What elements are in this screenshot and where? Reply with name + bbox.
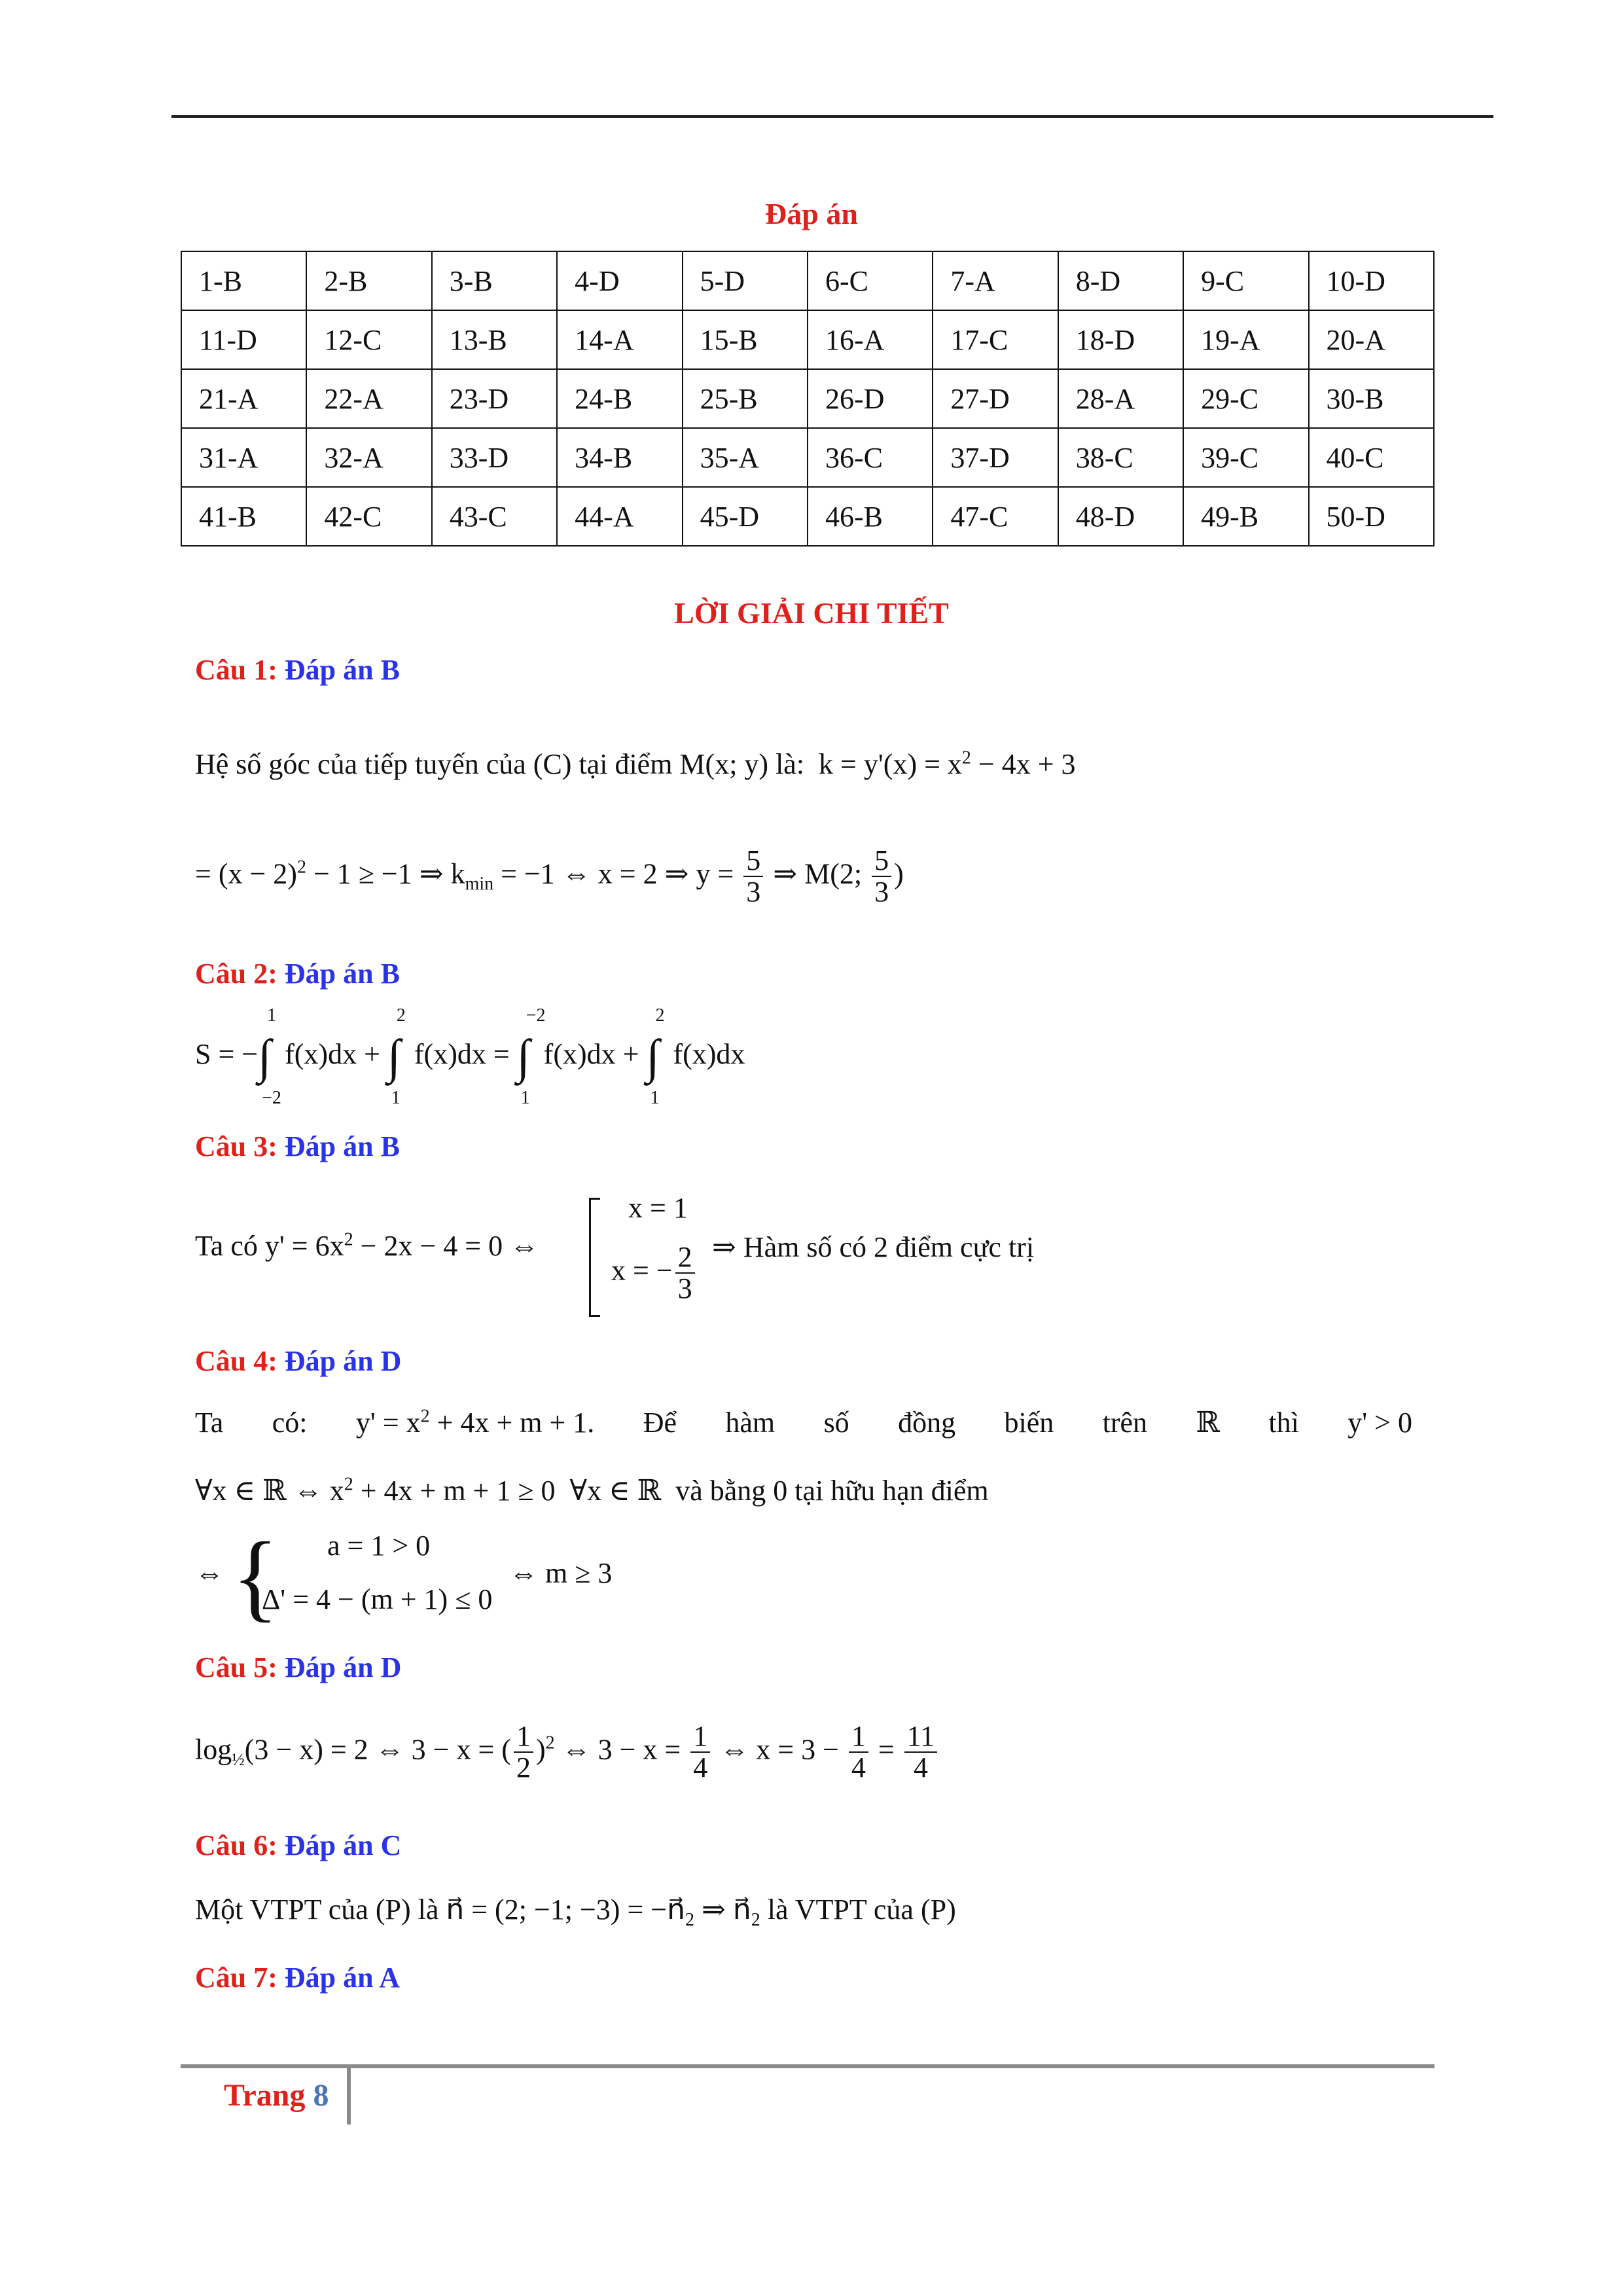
answer-cell: 36-C bbox=[808, 428, 933, 487]
question-label: Câu 3: bbox=[195, 1130, 277, 1162]
question-3-heading bbox=[195, 1130, 400, 1163]
q2-integral-line: S = −∫ 1 −2 f(x)dx + ∫ 2 1 f(x)dx = ∫ −2 1 f(x)dx + ∫ 2 1 f(x)dx bbox=[195, 1005, 745, 1108]
question-7-heading bbox=[195, 1961, 400, 1994]
q4-word: Ta bbox=[195, 1407, 224, 1439]
answer-cell: 10-D bbox=[1309, 251, 1434, 310]
answer-cell: 21-A bbox=[181, 369, 306, 428]
q4-tail-text: và bằng 0 tại hữu hạn điểm bbox=[675, 1475, 989, 1507]
answer-cell: 41-B bbox=[181, 487, 306, 546]
answer-cell: 8-D bbox=[1058, 251, 1183, 310]
question-1-heading bbox=[195, 653, 400, 687]
answer-row bbox=[181, 310, 1434, 369]
footer-rule bbox=[181, 2064, 1435, 2068]
answer-cell: 27-D bbox=[933, 369, 1058, 428]
answer-cell: 9-C bbox=[1183, 251, 1308, 310]
answer-cell: 4-D bbox=[557, 251, 682, 310]
answer-row bbox=[181, 428, 1434, 487]
q4-formula: $y' = x^2 + 4x + m + 1$. bbox=[355, 1406, 595, 1439]
footer-separator bbox=[347, 2068, 351, 2125]
answer-cell: 33-D bbox=[432, 428, 557, 487]
question-answer: Đáp án B bbox=[284, 1130, 400, 1162]
q4-word: trên bbox=[1102, 1407, 1148, 1439]
answer-cell: 20-A bbox=[1309, 310, 1434, 369]
q4-word: đồng bbox=[898, 1407, 956, 1439]
answer-cell: 28-A bbox=[1058, 369, 1183, 428]
question-answer: Đáp án C bbox=[284, 1829, 402, 1861]
q4-result: ⇔ m ≥ 3 bbox=[509, 1557, 613, 1589]
question-5-heading bbox=[195, 1651, 401, 1684]
answer-cell: 31-A bbox=[181, 428, 306, 487]
answer-cell: 39-C bbox=[1183, 428, 1308, 487]
q6-tail-text: là VTPT của (P) bbox=[767, 1893, 956, 1926]
answer-row bbox=[181, 487, 1434, 546]
answer-cell: 49-B bbox=[1183, 487, 1308, 546]
answer-cell: 38-C bbox=[1058, 428, 1183, 487]
question-4-heading bbox=[195, 1344, 401, 1378]
q4-equiv-sign: ⇔ bbox=[195, 1557, 224, 1589]
answer-key-table bbox=[181, 251, 1435, 547]
q4-set-r: ℝ bbox=[1196, 1407, 1220, 1439]
question-label: Câu 5: bbox=[195, 1651, 277, 1683]
answer-cell: 24-B bbox=[557, 369, 682, 428]
answer-cell: 50-D bbox=[1309, 487, 1434, 546]
answer-cell: 45-D bbox=[683, 487, 808, 546]
answer-cell: 30-B bbox=[1309, 369, 1434, 428]
answer-cell: 34-B bbox=[557, 428, 682, 487]
answer-cell: 40-C bbox=[1309, 428, 1434, 487]
q4-system-row-1: a = 1 > 0 bbox=[327, 1530, 431, 1562]
question-answer: Đáp án D bbox=[284, 1345, 402, 1377]
answer-cell: 15-B bbox=[683, 310, 808, 369]
answer-cell: 18-D bbox=[1058, 310, 1183, 369]
answer-cell: 26-D bbox=[808, 369, 933, 428]
q4-line-2: ∀x ∈ ℝ ⇔ $x^2 + 4x + m + 1 \ge 0$ ∀x ∈ ℝ và bằng 0 tại hữu hạn điểm bbox=[195, 1474, 989, 1507]
q4-line-1 bbox=[195, 1406, 1412, 1439]
solutions-title: LỜI GIẢI CHI TIẾT bbox=[674, 596, 949, 630]
answer-cell: 16-A bbox=[808, 310, 933, 369]
answer-cell: 17-C bbox=[933, 310, 1058, 369]
answer-cell: 11-D bbox=[181, 310, 306, 369]
q6-line: Một VTPT của (P) là n⃗ = (2; −1; $-3) = -n⃗_2$ ⇒ $n⃗_2$ là VTPT của (P) bbox=[195, 1893, 956, 1930]
answer-cell: 7-A bbox=[933, 251, 1058, 310]
q3-conclusion-text: Hàm số có 2 điểm cực trị bbox=[743, 1231, 1035, 1263]
answer-cell: 44-A bbox=[557, 487, 682, 546]
q3-root-2: x = − $\frac{2}{3}$ bbox=[611, 1242, 698, 1304]
question-answer: Đáp án A bbox=[284, 1962, 400, 1994]
q3-bracket bbox=[589, 1198, 600, 1317]
q4-word: số bbox=[823, 1407, 849, 1439]
question-2-heading bbox=[195, 957, 400, 990]
q4-word: thì bbox=[1268, 1407, 1299, 1439]
q6-intro-text: Một VTPT của (P) là bbox=[195, 1893, 439, 1926]
answer-cell: 14-A bbox=[557, 310, 682, 369]
answer-cell: 12-C bbox=[306, 310, 431, 369]
question-label: Câu 4: bbox=[195, 1345, 277, 1377]
q3-intro-text: Ta có bbox=[195, 1230, 258, 1262]
answer-cell: 43-C bbox=[432, 487, 557, 546]
question-answer: Đáp án B bbox=[284, 958, 400, 990]
answer-cell: 47-C bbox=[933, 487, 1058, 546]
header-rule bbox=[171, 115, 1493, 118]
question-label: Câu 2: bbox=[195, 958, 277, 990]
question-6-heading bbox=[195, 1829, 401, 1862]
page-label: Trang bbox=[224, 2078, 306, 2113]
q4-system-row-2: Δ' = 4 − (m + 1) ≤ 0 bbox=[262, 1583, 493, 1615]
q1-formula: M(x; y) là: $k = y'(x) = x^2 - 4x + 3$ bbox=[679, 747, 1076, 780]
question-answer: Đáp án D bbox=[284, 1651, 402, 1683]
answer-cell: 1-B bbox=[181, 251, 306, 310]
answer-cell: 46-B bbox=[808, 487, 933, 546]
answer-cell: 3-B bbox=[432, 251, 557, 310]
question-answer: Đáp án B bbox=[284, 654, 400, 686]
answer-cell: 13-B bbox=[432, 310, 557, 369]
answer-key-title: Đáp án bbox=[765, 197, 858, 230]
page-number bbox=[224, 2077, 329, 2113]
answer-cell: 32-A bbox=[306, 428, 431, 487]
page-value: 8 bbox=[313, 2078, 329, 2113]
q3-conclusion: ⇒ Hàm số có 2 điểm cực trị bbox=[712, 1231, 1035, 1263]
q1-line-1 bbox=[195, 747, 1076, 781]
answer-cell: 37-D bbox=[933, 428, 1058, 487]
answer-cell: 2-B bbox=[306, 251, 431, 310]
q3-line: Ta có $y' = 6x^2 - 2x - 4 = 0$ ⇔ bbox=[195, 1229, 539, 1262]
answer-cell: 29-C bbox=[1183, 369, 1308, 428]
answer-cell: 48-D bbox=[1058, 487, 1183, 546]
q4-word: biến bbox=[1004, 1407, 1054, 1439]
question-label: Câu 1: bbox=[195, 654, 277, 686]
answer-cell: 6-C bbox=[808, 251, 933, 310]
q4-word: hàm bbox=[725, 1407, 776, 1439]
q3-root-1: x = 1 bbox=[628, 1192, 688, 1224]
answer-cell: 42-C bbox=[306, 487, 431, 546]
answer-cell: 5-D bbox=[683, 251, 808, 310]
answer-row bbox=[181, 251, 1434, 310]
answer-row bbox=[181, 369, 1434, 428]
answer-cell: 35-A bbox=[683, 428, 808, 487]
q5-equation: $\log_{\frac{1}{2}}(3 - x) = 2$ ⇔ 3 − x = ( $\frac{1}{2}$ )$^2$ ⇔ 3 − x = $\frac{1}{4}$ ⇔ x = 3 − $\frac{1}{4}$ = $\frac{11}{4}$ bbox=[195, 1721, 940, 1783]
q4-condition: y' > 0 bbox=[1347, 1407, 1412, 1439]
answer-cell: 19-A bbox=[1183, 310, 1308, 369]
q4-word: Để bbox=[643, 1407, 677, 1439]
answer-cell: 23-D bbox=[432, 369, 557, 428]
q4-word: có: bbox=[272, 1407, 308, 1439]
q1-line-2: = $(x - 2)^2 - 1 \ge -1$ ⇒ $k_{min} = -1$ ⇔ x = 2 ⇒ y = $\frac{5}{3}$ ⇒ M(2; $\frac{5}{3}$ ) bbox=[195, 844, 904, 908]
question-label: Câu 7: bbox=[195, 1962, 277, 1994]
q1-intro-text: Hệ số góc của tiếp tuyến của (C) tại điểm bbox=[195, 748, 673, 780]
q4-system-brace: { bbox=[232, 1522, 279, 1631]
answer-cell: 25-B bbox=[683, 369, 808, 428]
question-label: Câu 6: bbox=[195, 1829, 277, 1861]
answer-cell: 22-A bbox=[306, 369, 431, 428]
